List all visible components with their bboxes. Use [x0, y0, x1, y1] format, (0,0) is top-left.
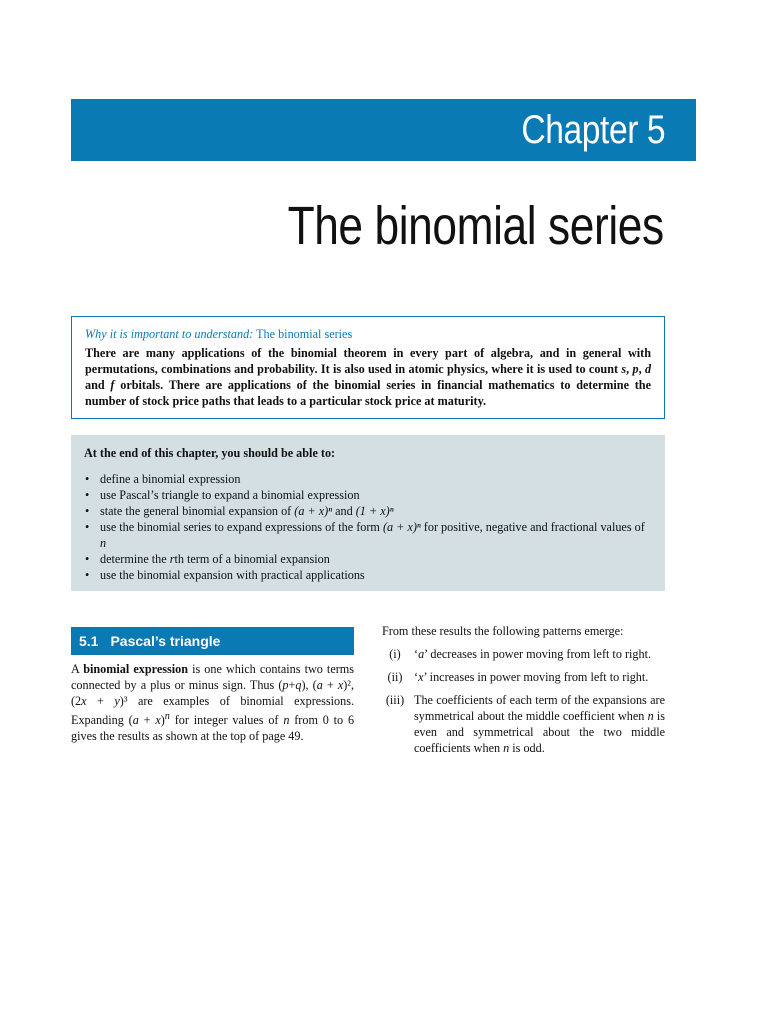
- chapter-title: The binomial series: [287, 196, 664, 256]
- why-important-box: [71, 316, 665, 419]
- objective-item: • define a binomial expression: [84, 471, 652, 487]
- why-important-heading: Why it is important to understand: The binomial series: [85, 327, 353, 341]
- patterns-intro: From these results the following patterns emerge:: [382, 624, 624, 638]
- objectives-list: [84, 471, 652, 583]
- section-heading: [71, 627, 354, 655]
- right-column: [382, 623, 665, 763]
- chapter-banner: [71, 99, 696, 161]
- section-title: Pascal’s triangle: [110, 633, 221, 649]
- objective-item: • use the binomial expansion with practical applications: [84, 567, 652, 583]
- why-important-body: There are many applications of the binomial theorem in every part of algebra, and in general with permutations, combinations and probability. It is also used in atomic physics, where it is used to count s, p, d and f orbitals. There are applications of the binomial series in financial mathematics to determine the number of stock price paths that leads to a particular stock price at maturity.: [85, 346, 652, 408]
- left-column-paragraph: A binomial expression is one which contains two terms connected by a plus or minus sign. Thus (p+q), (a + x)², (2x + y)³ are examples of binomial expressions. Expanding $(a + x)^n$ for integer values of n from 0 to 6 gives the results as shown at the top of page 49.: [71, 662, 355, 744]
- pattern-item: (ii) ‘x’ increases in power moving from left to right.: [387, 670, 649, 684]
- section-number: 5.1: [79, 633, 99, 649]
- chapter-label: Chapter 5: [521, 108, 665, 152]
- pattern-item: (i) ‘a’ decreases in power moving from left to right.: [389, 647, 652, 661]
- objective-item: • determine the rth term of a binomial expansion: [84, 551, 652, 567]
- pattern-item: (iii) The coefficients of each term of the expansions are symmetrical about the middle coefficient when n is even and symmetrical about the two middle coefficients when n is odd.: [385, 693, 665, 755]
- objectives-heading: At the end of this chapter, you should be able to:: [84, 446, 336, 460]
- objective-item: • use Pascal’s triangle to expand a binomial expression: [84, 487, 652, 503]
- objective-item: • state the general binomial expansion of (a + x)ⁿ and (1 + x)ⁿ: [84, 503, 652, 519]
- objective-item: • use the binomial series to expand expressions of the form (a + x)ⁿ for positive, negative and fractional values of n: [84, 519, 652, 551]
- learning-objectives-box: [71, 435, 665, 591]
